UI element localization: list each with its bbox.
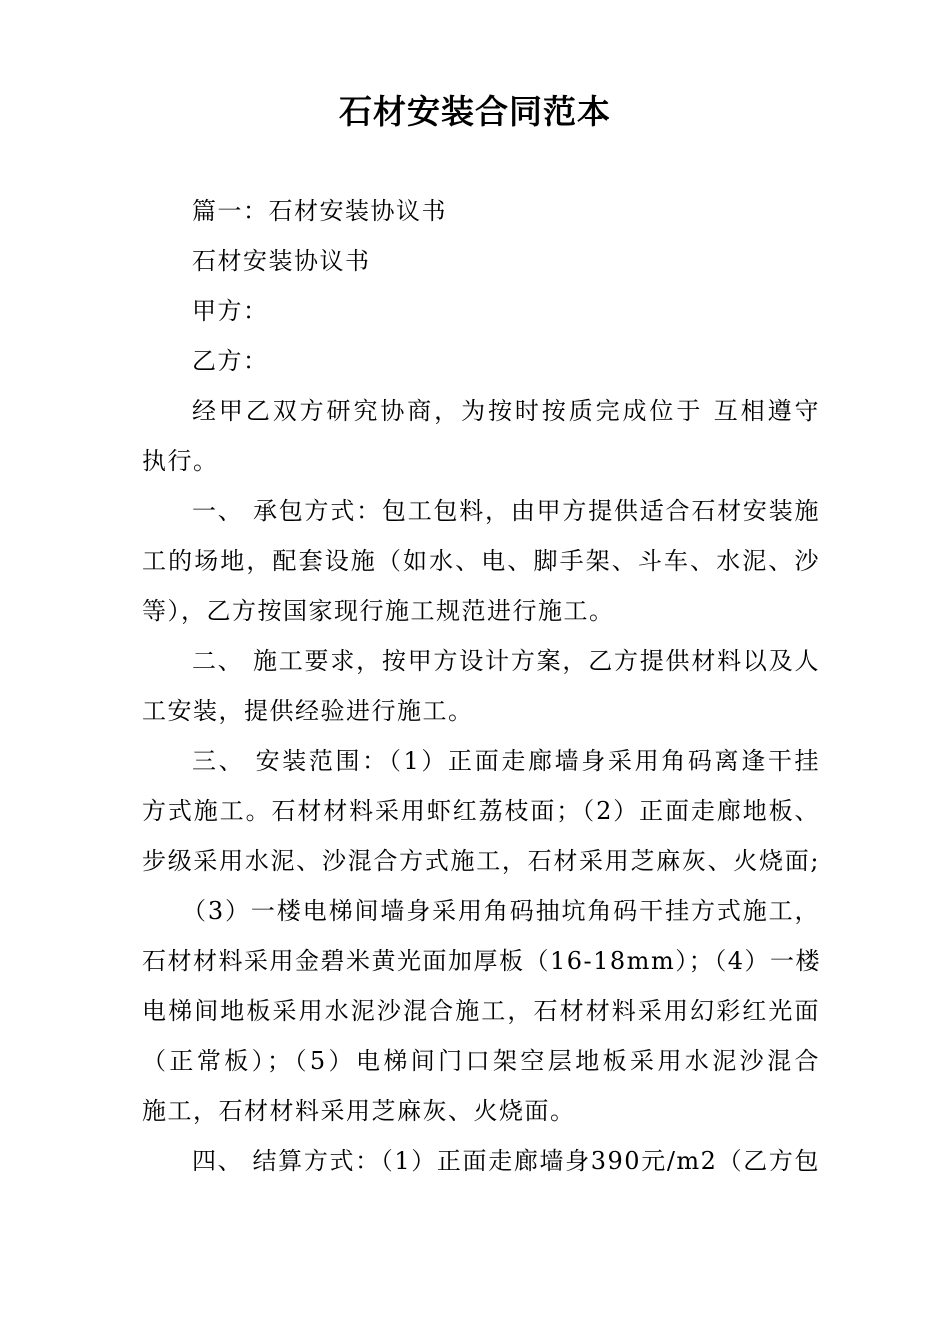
paragraph-line: 方式施工。石材材料采用虾红荔枝面；（2）正面走廊地板、 [142,797,820,825]
agreement-title: 石材安装协议书 [192,247,371,275]
paragraph-line: 工的场地，配套设施（如水、电、脚手架、斗车、水泥、沙 [142,547,820,575]
paragraph-line: 执行。 [142,447,219,475]
document-body [142,186,820,1186]
document-title: 石材安装合同范本 [339,92,611,131]
paragraph-line: 步级采用水泥、沙混合方式施工，石材采用芝麻灰、火烧面; [142,847,820,875]
paragraph-line: 经甲乙双方研究协商，为按时按质完成位于 互相遵守 [192,397,820,425]
paragraph-line: 等），乙方按国家现行施工规范进行施工。 [142,597,615,625]
section-heading: 篇一：石材安装协议书 [192,197,447,225]
party-b-label: 乙方： [192,347,269,375]
paragraph-line: （3）一楼电梯间墙身采用角码抽坑角码干挂方式施工， [182,897,820,925]
party-a-label: 甲方： [192,297,269,325]
paragraph-line: 二、 施工要求，按甲方设计方案，乙方提供材料以及人 [192,647,820,675]
paragraph-line: 电梯间地板采用水泥沙混合施工，石材材料采用幻彩红光面 [142,997,820,1025]
paragraph-line: 一、 承包方式：包工包料，由甲方提供适合石材安装施 [192,497,820,525]
paragraph-line: 工安装，提供经验进行施工。 [142,697,474,725]
paragraph-line: 三、 安装范围：（1）正面走廊墙身采用角码离逢干挂 [192,747,820,775]
paragraph-line: （正常板）；（5）电梯间门口架空层地板采用水泥沙混合 [142,1047,820,1075]
paragraph-line: 四、 结算方式：（1）正面走廊墙身390元/m2（乙方包 [192,1147,820,1175]
paragraph-line: 石材材料采用金碧米黄光面加厚板（16-18mm）；（4）一楼 [142,947,821,975]
paragraph-line: 施工，石材材料采用芝麻灰、火烧面。 [142,1097,576,1125]
